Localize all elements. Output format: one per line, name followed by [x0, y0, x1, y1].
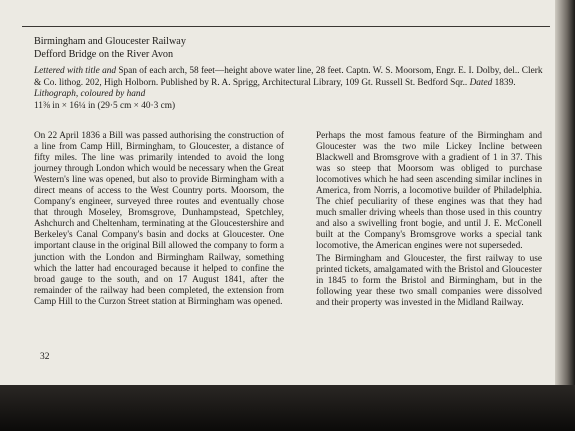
right-paragraph-1: Perhaps the most famous feature of the Birmingham and Gloucester was the two mile Lickey Incline between Blackwell and Bromsgrove with a gradient of 1 in 37. This was so steep that Moorsom was obliged to purchase locomotives which he had seen ascending similar inclines in America, from Norris, a locomotive builder of Philadelphia. The chief peculiarity of these engines was that they had much smaller driving wheels than those used in this country and also a swivelling front bogie, and until J. E. McConell built at the Company's Bromsgrove works a special tank locomotive, the American engines were not superseded.	[316, 131, 542, 252]
credit-dated: Dated	[469, 77, 493, 88]
right-paragraph-2: The Birmingham and Gloucester, the first railway to use printed tickets, amalgamated with the Bristol and Gloucester in 1845 to form the Bristol and Birmingham, but in the following year these two small companies were dissolved and their property was invested in the Midland Railway.	[316, 253, 542, 308]
plate-medium: Lithograph, coloured by hand	[34, 89, 146, 100]
credit-lettered: Lettered with title and	[34, 66, 117, 76]
book-edge-shadow	[555, 0, 575, 392]
right-column	[316, 131, 542, 309]
plate-caption	[34, 36, 544, 112]
credit-text: Span of each arch, 58 feet—height above water line, 28 feet. Captn. W. S. Moorsom, Engr. E. I. Dolby, del.. Clerk & Co. lithog. 202, High Holborn. Published by R. A. Sprigg, Architectural Library, 109 Gt. Russell St. Bedford Sqr..	[34, 66, 543, 88]
plate-dimensions: 11⅜ in × 16¼ in (29·5 cm × 40·3 cm)	[34, 100, 176, 111]
plate-title-line2: Defford Bridge on the River Avon	[34, 48, 174, 60]
header-rule	[22, 26, 550, 27]
plate-title-line1: Birmingham and Gloucester Railway	[34, 36, 186, 47]
page-number: 32	[40, 352, 50, 362]
plate-credit	[34, 66, 544, 89]
plate-title	[34, 36, 544, 61]
table-surface	[0, 385, 575, 431]
left-paragraph-1: On 22 April 1836 a Bill was passed authorising the construction of a line from Camp Hill, Birmingham, to Gloucester, a distance of fifty miles. The line was primarily intended to avoid the long journey through London which would be necessary when the Great Western's line was opened, but also to provide Birmingham with a direct means of access to the West Country ports. Moorsom, the Company's engineer, surveyed three routes and eventually chose that through Moseley, Bromsgrove, Dunhampstead, Spetchley, Ashchurch and Cheltenham, terminating at the Gloucestershire and Berkeley's Canal Company's basin and docks at Gloucester. One important clause in the original Bill allowed the company to form a junction with the London and Birmingham Railway, something which the latter had encouraged because it helped to confine the broad gauge to the south, and on 17 August 1841, after the remainder of the railway had been completed, the extension from Camp Hill to the Curzon Street station at Birmingham was opened.	[34, 131, 284, 307]
left-column	[34, 131, 284, 308]
credit-year: 1839.	[492, 77, 516, 88]
